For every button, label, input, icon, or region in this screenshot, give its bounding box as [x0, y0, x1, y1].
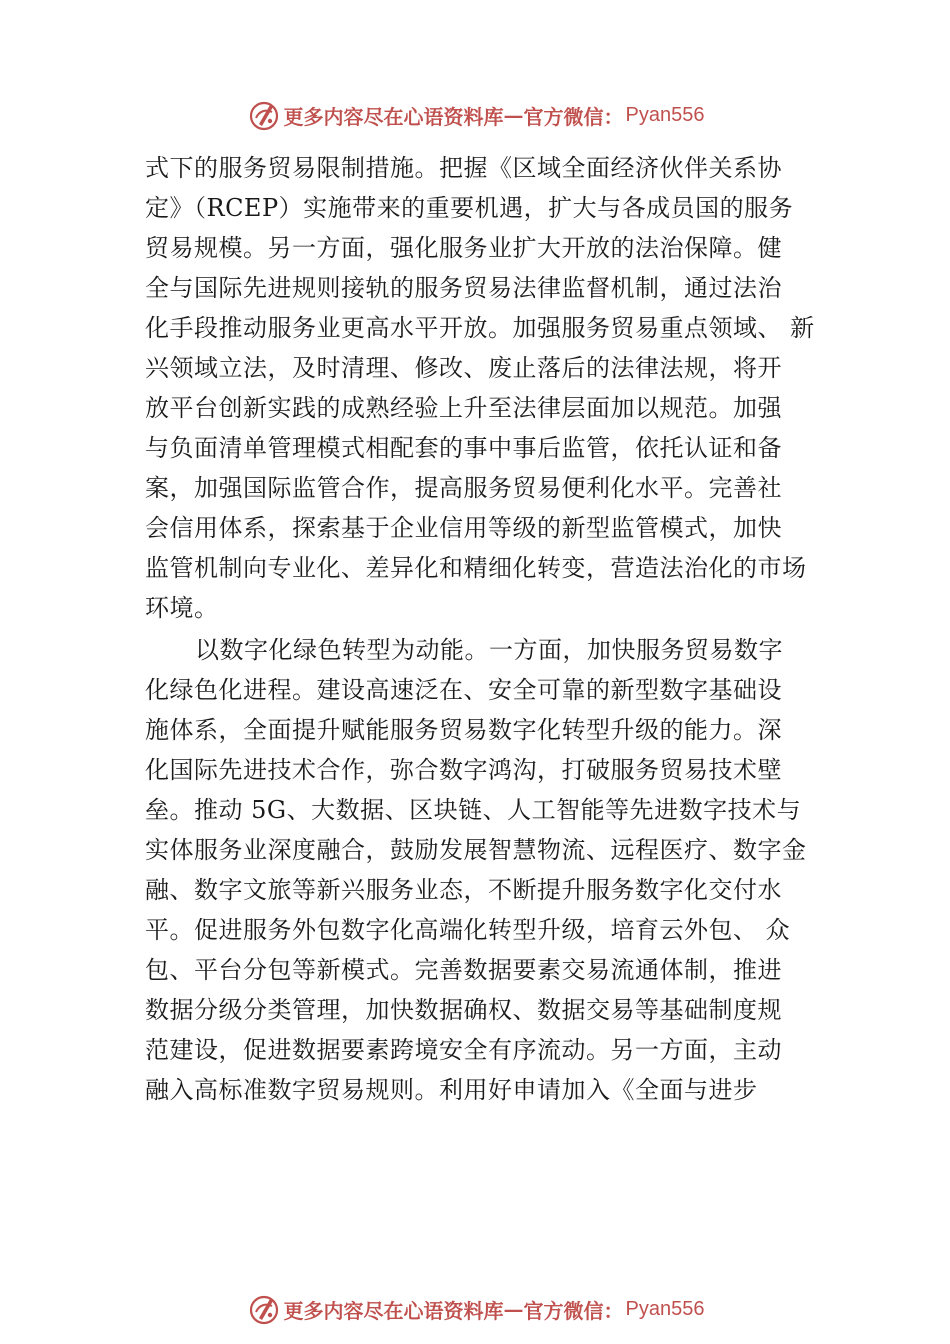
text-line: 施体系，全面提升赋能服务贸易数字化转型升级的能力。深: [145, 716, 782, 744]
document-body: [145, 148, 825, 1110]
text-line: 包、平台分包等新模式。完善数据要素交易流通体制，推进: [145, 956, 782, 984]
wechat-id: Pyan556: [625, 103, 705, 126]
wechat-label: 官方微信：: [523, 104, 624, 129]
text-line: 兴领域立法，及时清理、修改、废止落后的法律法规，将开: [145, 354, 782, 382]
wechat-label: 官方微信：: [523, 1298, 624, 1323]
text-line: 垒。推动 5G、大数据、区块链、人工智能等先进数字技术与: [145, 796, 802, 824]
text-line: 环境。: [145, 594, 219, 622]
wechat-id: Pyan556: [625, 1297, 705, 1320]
brand-dash: —: [503, 1297, 524, 1321]
footer-watermark: [0, 1289, 950, 1329]
brand-dash: —: [503, 103, 524, 127]
header-watermark: [0, 95, 950, 135]
brand-text: 更多内容尽在心语资料库: [283, 104, 504, 129]
brand-logo-icon: [246, 97, 282, 133]
text-line: 放平台创新实践的成熟经验上升至法律层面加以规范。加强: [145, 394, 782, 422]
brand-text: 更多内容尽在心语资料库: [283, 1298, 504, 1323]
text-line: 范建设，促进数据要素跨境安全有序流动。另一方面，主动: [145, 1036, 782, 1064]
text-line: 平。促进服务外包数字化高端化转型升级，培育云外包、 众: [145, 916, 791, 944]
text-line: 贸易规模。另一方面，强化服务业扩大开放的法治保障。健: [145, 234, 782, 262]
text-line: 化绿色化进程。建设高速泛在、安全可靠的新型数字基础设: [145, 676, 782, 704]
text-line: 全与国际先进规则接轨的服务贸易法律监督机制，通过法治: [145, 274, 782, 302]
text-line: 融、数字文旅等新兴服务业态，不断提升服务数字化交付水: [145, 876, 782, 904]
brand-logo-icon: [246, 1291, 282, 1327]
text-line: 式下的服务贸易限制措施。把握《区域全面经济伙伴关系协: [145, 154, 782, 182]
text-line: 化国际先进技术合作，弥合数字鸿沟，打破服务贸易技术壁: [145, 756, 782, 784]
text-line: 案，加强国际监管合作，提高服务贸易便利化水平。完善社: [145, 474, 782, 502]
text-line: 融入高标准数字贸易规则。利用好申请加入《全面与进步: [145, 1076, 758, 1104]
text-line: 实体服务业深度融合，鼓励发展智慧物流、远程医疗、数字金: [145, 836, 807, 864]
text-line: 数据分级分类管理，加快数据确权、数据交易等基础制度规: [145, 996, 782, 1024]
text-line: 会信用体系，探索基于企业信用等级的新型监管模式，加快: [145, 514, 782, 542]
paragraph-start-line: 以数字化绿色转型为动能。一方面，加快服务贸易数字: [195, 636, 783, 664]
text-line: 监管机制向专业化、差异化和精细化转变，营造法治化的市场: [145, 554, 807, 582]
text-line: 化手段推动服务业更高水平开放。加强服务贸易重点领域、 新: [145, 314, 815, 342]
text-line: 定》（RCEP）实施带来的重要机遇，扩大与各成员国的服务: [145, 194, 794, 222]
text-line: 与负面清单管理模式相配套的事中事后监管，依托认证和备: [145, 434, 782, 462]
